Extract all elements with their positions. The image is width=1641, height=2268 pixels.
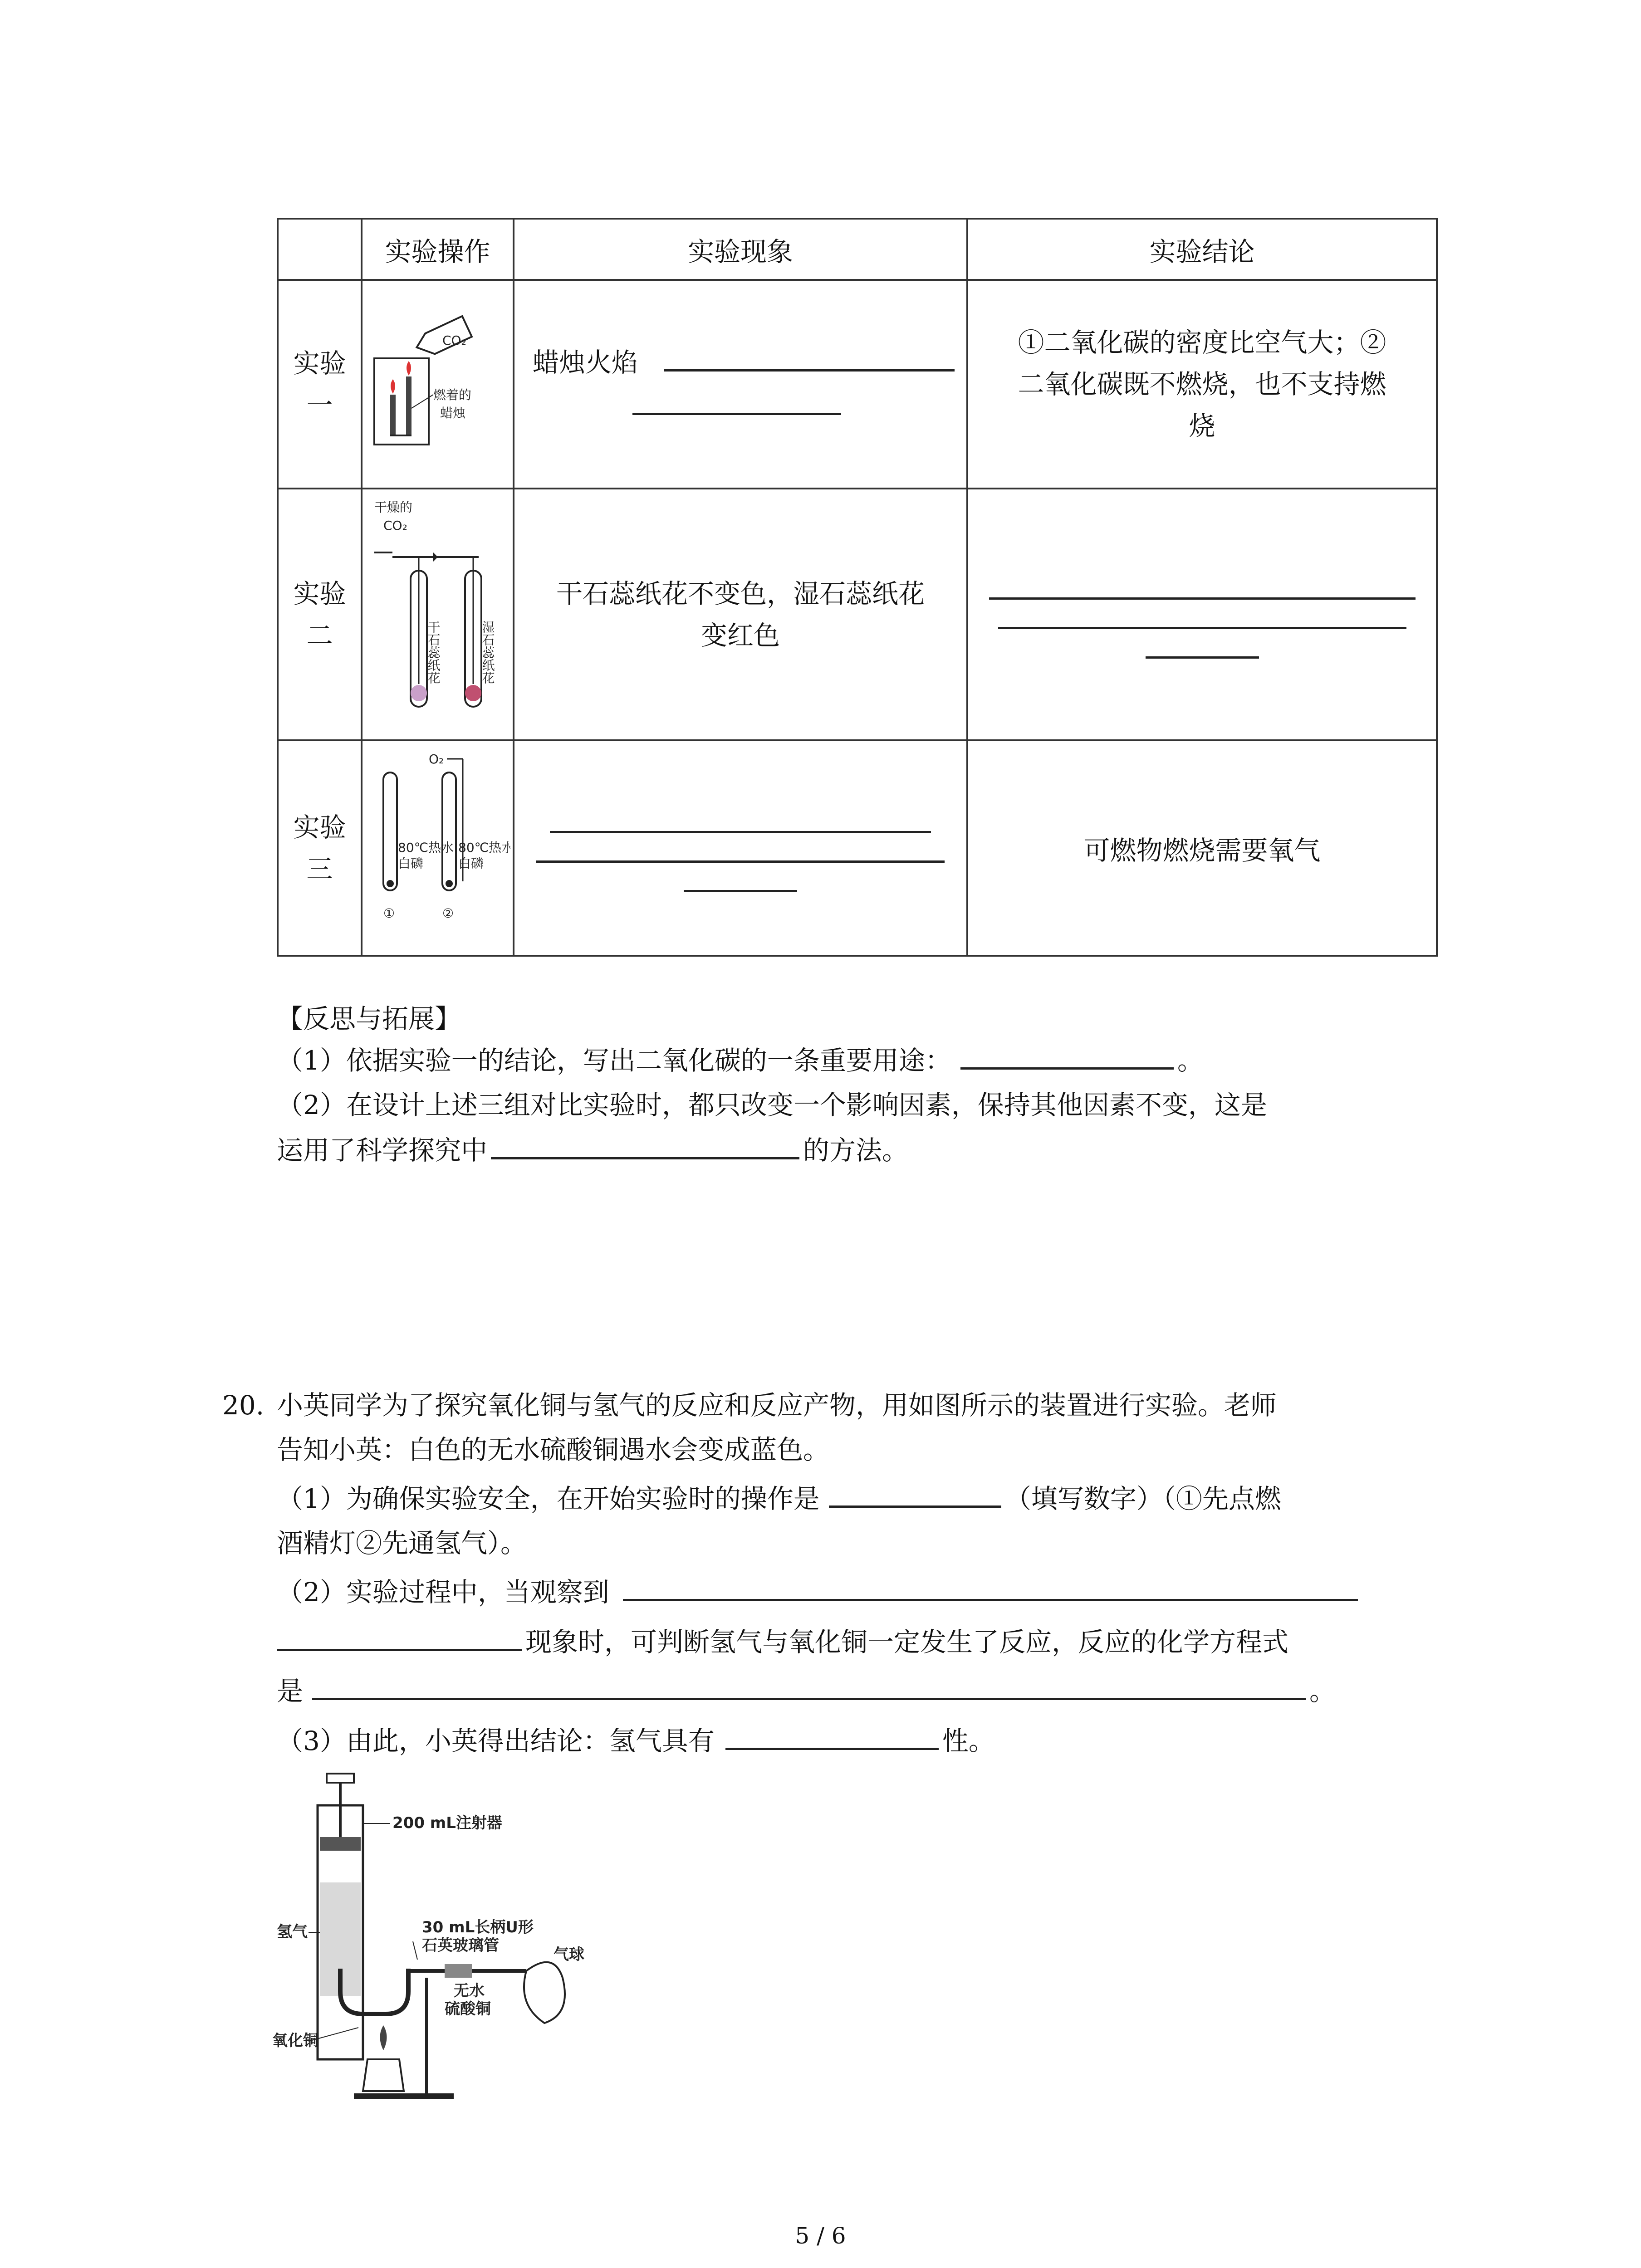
svg-text:①: ① (383, 905, 395, 921)
answer-blank[interactable] (989, 570, 1416, 600)
svg-text:80℃热水: 80℃热水 (397, 840, 454, 855)
answer-blank[interactable] (960, 1040, 1174, 1070)
svg-text:CO₂: CO₂ (383, 518, 407, 533)
question-20-part1: （1）为确保实验安全，在开始实验时的操作是 （填写数字）（①先点燃 (277, 1477, 1281, 1520)
header-cell-empty (278, 219, 362, 280)
answer-blank[interactable] (998, 600, 1406, 629)
svg-text:干燥的: 干燥的 (374, 499, 412, 515)
svg-text:湿石蕊纸花: 湿石蕊纸花 (480, 620, 495, 684)
answer-blank[interactable] (1146, 629, 1259, 659)
answer-blank[interactable] (312, 1671, 1306, 1700)
answer-blank[interactable] (664, 342, 955, 371)
header-cell-conclusion: 实验结论 (967, 219, 1437, 280)
svg-text:②: ② (442, 905, 454, 921)
answer-blank[interactable] (277, 1622, 522, 1651)
experiment-3-conclusion: 可燃物燃烧需要氧气 (967, 740, 1437, 956)
svg-text:白磷: 白磷 (397, 855, 423, 871)
experiment-table (277, 218, 1438, 957)
answer-blank[interactable] (536, 833, 945, 863)
experiment-3-phenomenon (514, 740, 967, 956)
question-20-part2-line3: 是 。 (277, 1669, 1336, 1713)
svg-text:干石蕊纸花: 干石蕊纸花 (426, 620, 441, 684)
experiment-2-phenomenon: 干石蕊纸花不变色，湿石蕊纸花 变红色 (514, 489, 967, 740)
table-row (278, 740, 1437, 956)
experiment-3-figure (362, 740, 514, 956)
question-20-stem-line2: 告知小英：白色的无水硫酸铜遇水会变成蓝色。 (277, 1434, 830, 1465)
svg-text:无水: 无水 (454, 1982, 485, 2000)
header-cell-operation: 实验操作 (362, 219, 514, 280)
experiment-1-conclusion: ①二氧化碳的密度比空气大；② 二氧化碳既不燃烧，也不支持燃 烧 (967, 280, 1437, 489)
reflection-title: 【反思与拓展】 (277, 1003, 461, 1034)
answer-blank[interactable] (550, 804, 931, 833)
svg-text:O₂: O₂ (428, 751, 444, 767)
question-20-part2-line2: 现象时，可判断氢气与氧化铜一定发生了反应，反应的化学方程式 (277, 1620, 1288, 1664)
page-number: 5 / 6 (795, 2223, 846, 2249)
co2-pouring-diagram (365, 308, 510, 454)
svg-text:30 mL长柄U形: 30 mL长柄U形 (422, 1918, 534, 1936)
answer-blank[interactable] (725, 1721, 939, 1750)
svg-text:气球: 气球 (554, 1945, 584, 1964)
svg-text:氢气: 氢气 (277, 1923, 308, 1941)
svg-text:白磷: 白磷 (458, 855, 484, 871)
svg-text:蜡烛: 蜡烛 (440, 406, 465, 420)
answer-blank[interactable] (632, 386, 841, 415)
table-row (278, 489, 1437, 740)
svg-text:燃着的: 燃着的 (433, 387, 471, 402)
svg-text:硫酸铜: 硫酸铜 (445, 2000, 491, 2018)
question-20-part3: （3）由此，小英得出结论：氢气具有 性。 (277, 1719, 995, 1763)
header-cell-phenomenon: 实验现象 (514, 219, 967, 280)
experiment-1-figure (362, 280, 514, 489)
answer-blank[interactable] (623, 1572, 1358, 1601)
svg-text:石英玻璃管: 石英玻璃管 (422, 1936, 499, 1955)
answer-blank[interactable] (829, 1478, 1001, 1508)
table-row (278, 280, 1437, 489)
experiment-1-phenomenon: 蜡烛火焰 (514, 280, 967, 489)
question-20-number: 20. (222, 1390, 265, 1421)
reflection-q1: （1）依据实验一的结论，写出二氧化碳的一条重要用途： 。 (277, 1039, 1204, 1082)
svg-text:CO₂: CO₂ (442, 333, 466, 348)
svg-text:80℃热水: 80℃热水 (458, 840, 510, 855)
question-20-part2: （2）实验过程中，当观察到 (277, 1570, 1362, 1614)
answer-blank[interactable] (491, 1130, 799, 1159)
table-header-row (278, 219, 1437, 280)
white-phosphorus-diagram (365, 745, 510, 945)
row-label: 实验 二 (278, 489, 362, 740)
svg-text:氧化铜: 氧化铜 (272, 2032, 318, 2050)
question-20-part1-line2: 酒精灯②先通氢气）。 (277, 1528, 527, 1559)
litmus-flower-diagram (365, 494, 510, 729)
row-label: 实验 三 (278, 740, 362, 956)
reflection-q2-line1: （2）在设计上述三组对比实验时，都只改变一个影响因素，保持其他因素不变，这是 (277, 1090, 1267, 1120)
hydrogen-reduction-apparatus-diagram (272, 1769, 590, 2114)
answer-blank[interactable] (684, 863, 797, 892)
experiment-2-figure (362, 489, 514, 740)
question-20-stem-line1: 小英同学为了探究氧化铜与氢气的反应和反应产物，用如图所示的装置进行实验。老师 (277, 1390, 1277, 1421)
svg-text:200 mL注射器: 200 mL注射器 (392, 1814, 502, 1832)
row-label: 实验 一 (278, 280, 362, 489)
experiment-2-conclusion (967, 489, 1437, 740)
reflection-q2-line2: 运用了科学探究中 的方法。 (277, 1129, 908, 1172)
